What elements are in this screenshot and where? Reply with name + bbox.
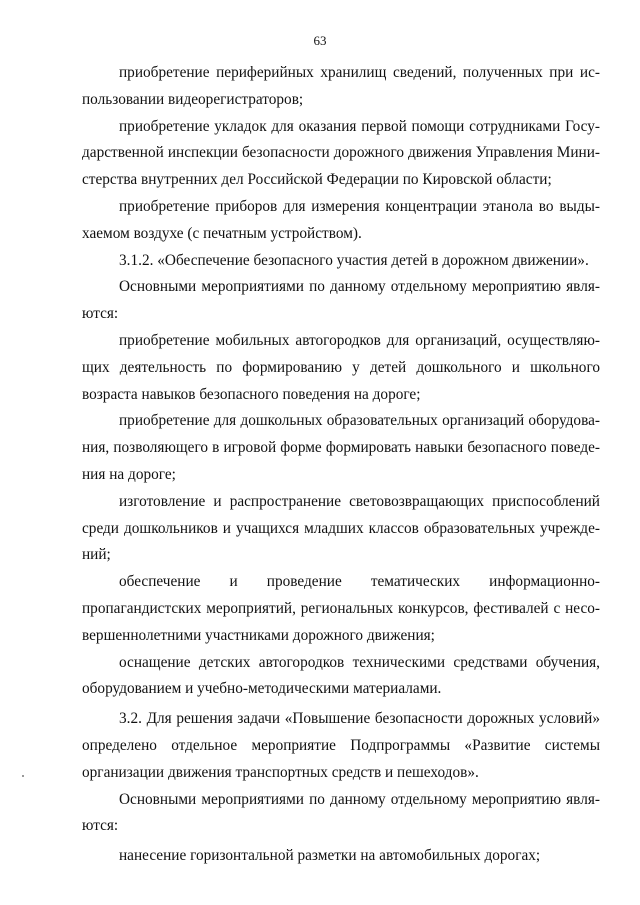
paragraph-mobile-autotowns: приобретение мобильных автогородков для организаций, осуществляющих деятельность по формированию у детей дошкольного и школьного возраста навыков безопасного поведения на дороге; <box>82 331 600 403</box>
paragraph-reflective-devices: изготовление и распространение световозвращающих приспособлений среди дошкольников и учащихся младших классов образовательных учреждений; <box>82 492 600 564</box>
paragraph-ethanol-devices: приобретение приборов для измерения концентрации этанола во выдыхаемом воздухе (с печатным устройством). <box>82 197 600 242</box>
paragraph-first-aid-kits: приобретение укладок для оказания первой помощи сотрудниками Государственной инспекции безопасности дорожного движения Управления Министерства внутренних дел Российской Федерации по Кировской области; <box>82 117 600 189</box>
paragraph-preschool-equipment: приобретение для дошкольных образовательных организаций оборудования, позволяющего в игровой форме формировать навыки безопасного поведения на дороге; <box>82 412 600 483</box>
paragraph-main-measures-intro-2: Основными мероприятиями по данному отдельному мероприятию являются: <box>82 790 600 835</box>
paragraph-peripheral-storage: приобретение периферийных хранилищ сведений, полученных при использовании видеорегистраторов; <box>82 64 600 108</box>
scan-artifact-dot <box>22 775 24 777</box>
section-heading-3-1-2: 3.1.2. «Обеспечение безопасного участия детей в дорожном движении». <box>119 251 589 269</box>
section-paragraph-3-2: 3.2. Для решения задачи «Повышение безопасности дорожных условий» определено отдельное мероприятие Подпрограммы «Развитие системы организации движения транспортных средств и пешеходов». <box>82 710 600 781</box>
paragraph-road-marking: нанесение горизонтальной разметки на автомобильных дорогах; <box>119 847 541 865</box>
document-body <box>82 60 600 870</box>
paragraph-autotown-equipment: оснащение детских автогородков техническими средствами обучения, оборудованием и учебно-методическими материалами. <box>82 653 600 698</box>
paragraph-main-measures-intro: Основными мероприятиями по данному отдельному мероприятию являются: <box>82 278 600 323</box>
paragraph-thematic-events: обеспечение и проведение тематических информационно-пропагандистских мероприятий, региональных конкурсов, фестивалей с несовершеннолетними участниками дорожного движения; <box>82 573 600 644</box>
page-number: 63 <box>313 33 327 48</box>
